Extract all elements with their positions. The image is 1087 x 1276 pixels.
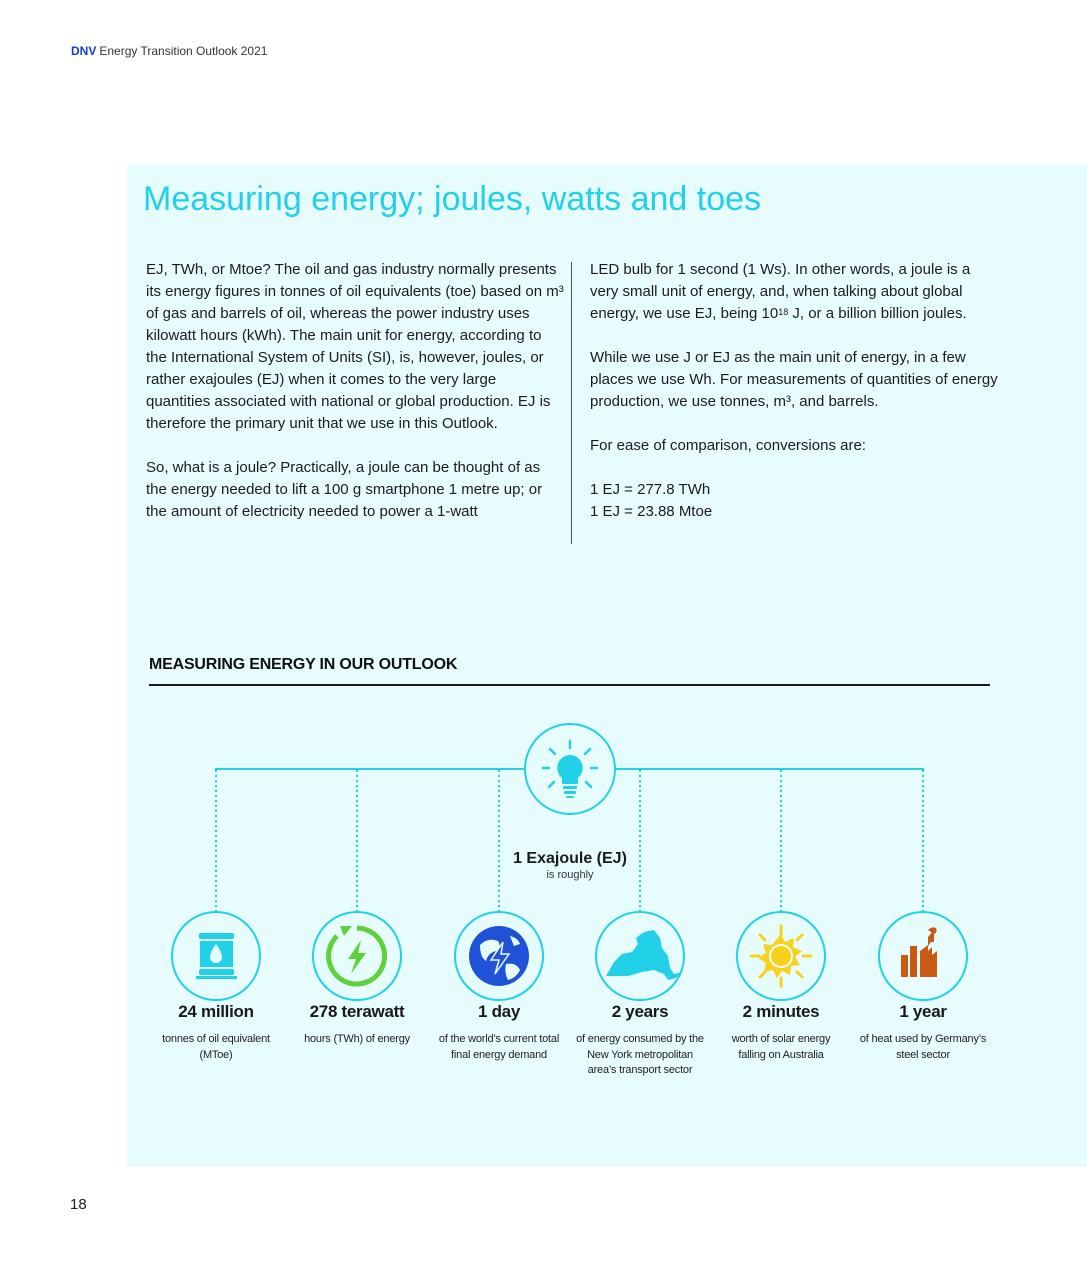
item-title: 278 terawatt [309, 1002, 405, 1021]
paragraph: EJ, TWh, or Mtoe? The oil and gas industry normally presents its energy figures in tonnes of oil equivalents (toe) based on m³ of gas and barrels of oil, whereas the power industry uses kilowatt hours (kWh). The main unit for energy, according to the International System of Units (SI), is, however, joules, or rather exajoules (EJ) when it comes to the very large quantities associated with national or global production. EJ is therefore the primary unit that we use in this Outlook. [146, 261, 564, 432]
text-column-right [590, 259, 1002, 523]
item-title: 1 year [899, 1002, 947, 1021]
paragraph: So, what is a joule? Practically, a joule can be thought of as the energy needed to lift a 100 g smartphone 1 metre up; or the amount of electricity needed to power a 1-watt [146, 459, 543, 520]
running-header [71, 44, 267, 58]
item-description: hours (TWh) of energy [304, 1033, 410, 1045]
superscript: 18 [778, 307, 789, 317]
section-rule [149, 684, 990, 686]
center-title: 1 Exajoule (EJ) [513, 850, 627, 867]
column-divider [571, 262, 572, 544]
item-description: of heat used by Germany’s steel sector [859, 1033, 987, 1061]
text-column-left [146, 259, 564, 523]
paragraph: For ease of comparison, conversions are: [590, 437, 866, 454]
item-title: 2 years [611, 1002, 669, 1021]
doc-title: Energy Transition Outlook 2021 [99, 44, 268, 58]
conversions [590, 479, 1002, 523]
paragraph: LED bulb for 1 second (1 Ws). In other words, a joule is a very small unit of energy, and, when talking about global energy, we use EJ, being $10^{18}$ J, or a billion billion joules. [590, 261, 971, 322]
item-description: of the world’s current total final energy demand [438, 1033, 560, 1061]
paragraph: While we use J or EJ as the main unit of energy, in a few places we use Wh. For measurements of quantities of energy production, we use tonnes, m³, and barrels. [590, 349, 998, 410]
item-description: tonnes of oil equivalent (MToe) [162, 1033, 270, 1061]
page-number: 18 [70, 1196, 87, 1213]
conversion-mtoe: 1 EJ = 23.88 Mtoe [590, 503, 713, 520]
item-description: worth of solar energy falling on Australia [731, 1033, 831, 1061]
item-description: of energy consumed by the New York metropolitan area’s transport sector [576, 1033, 704, 1076]
center-label [470, 850, 670, 881]
page-title: Measuring energy; joules, watts and toes [143, 180, 762, 218]
item-title: 1 day [478, 1002, 520, 1021]
item-title: 24 million [178, 1002, 254, 1021]
center-subtitle: is roughly [546, 869, 594, 881]
item-title: 2 minutes [742, 1002, 820, 1021]
section-title: MEASURING ENERGY IN OUR OUTLOOK [149, 656, 458, 673]
brand-logo: DNV [71, 44, 97, 58]
conversion-twh: 1 EJ = 277.8 TWh [590, 481, 711, 498]
